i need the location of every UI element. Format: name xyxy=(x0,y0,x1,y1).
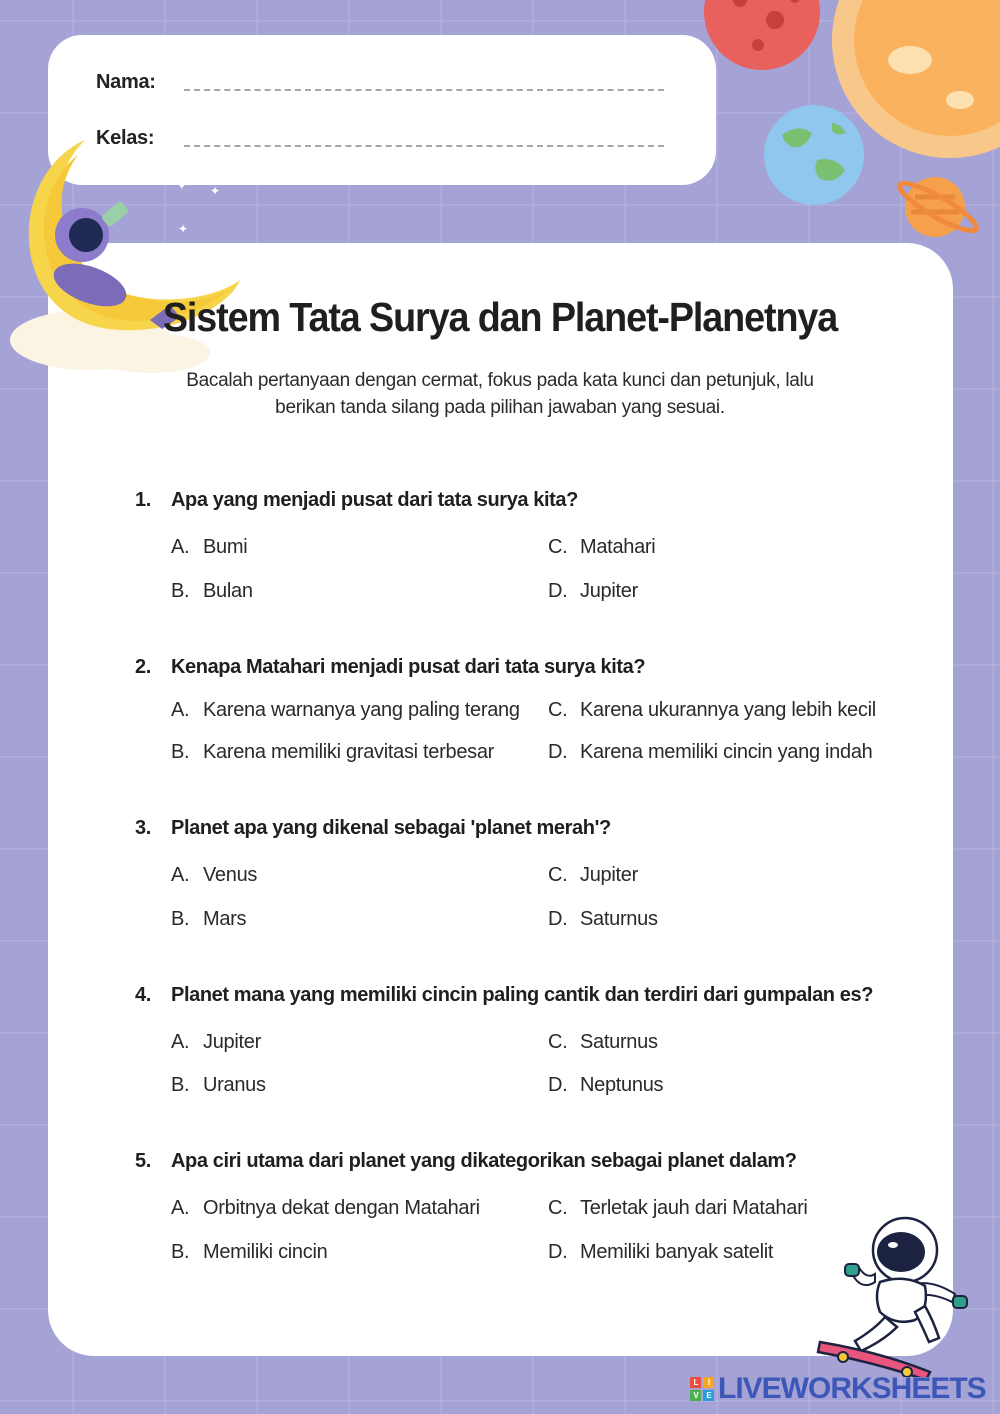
liveworksheets-watermark xyxy=(690,1372,986,1406)
option-1b[interactable]: B. Bulan xyxy=(171,580,253,602)
question-1 xyxy=(135,489,915,512)
option-3b[interactable]: B. Mars xyxy=(171,908,247,930)
option-2a[interactable]: A. Karena warnanya yang paling terang xyxy=(171,699,520,721)
option-2c[interactable]: C. Karena ukurannya yang lebih kecil xyxy=(548,699,876,721)
skateboard-astronaut-icon xyxy=(815,1212,985,1377)
question-5 xyxy=(135,1150,915,1173)
logo-letter: E xyxy=(703,1390,714,1401)
question-text: Planet mana yang memiliki cincin paling cantik dan terdiri dari gumpalan es? xyxy=(171,984,874,1006)
option-5d[interactable]: D. Memiliki banyak satelit xyxy=(548,1241,774,1263)
name-field xyxy=(96,71,664,94)
class-label: Kelas: xyxy=(96,127,155,149)
option-5c[interactable]: C. Terletak jauh dari Matahari xyxy=(548,1197,808,1219)
question-3 xyxy=(135,817,915,840)
moon-astronaut-icon xyxy=(0,135,270,395)
question-text: Planet apa yang dikenal sebagai 'planet merah'? xyxy=(171,817,611,839)
svg-text:✦: ✦ xyxy=(210,184,221,198)
option-2b[interactable]: B. Karena memiliki gravitasi terbesar xyxy=(171,741,495,763)
instruction-line: Bacalah pertanyaan dengan cermat, fokus pada kata kunci dan petunjuk, lalu xyxy=(186,370,814,391)
option-4b[interactable]: B. Uranus xyxy=(171,1074,266,1096)
page-title: Sistem Tata Surya dan Planet-Planetnya xyxy=(162,294,838,340)
option-5b[interactable]: B. Memiliki cincin xyxy=(171,1241,328,1263)
question-4 xyxy=(135,984,915,1007)
instructions xyxy=(150,367,850,421)
question-text: Apa ciri utama dari planet yang dikategorikan sebagai planet dalam? xyxy=(171,1150,797,1172)
option-3a[interactable]: A. Venus xyxy=(171,864,258,886)
option-4a[interactable]: A. Jupiter xyxy=(171,1031,261,1053)
question-text: Kenapa Matahari menjadi pusat dari tata surya kita? xyxy=(171,656,646,678)
option-1a[interactable]: A. Bumi xyxy=(171,536,248,558)
instruction-line: berikan tanda silang pada pilihan jawaban yang sesuai. xyxy=(275,397,725,418)
name-input-line[interactable] xyxy=(184,89,664,91)
option-4d[interactable]: D. Neptunus xyxy=(548,1074,664,1096)
liveworksheets-logo xyxy=(690,1377,714,1401)
question-number: 4. xyxy=(135,984,151,1006)
option-5a[interactable]: A. Orbitnya dekat dengan Matahari xyxy=(171,1197,480,1219)
option-4c[interactable]: C. Saturnus xyxy=(548,1031,658,1053)
earth-icon xyxy=(762,105,867,205)
svg-text:✦: ✦ xyxy=(175,175,189,194)
option-1d[interactable]: D. Jupiter xyxy=(548,580,638,602)
option-3d[interactable]: D. Saturnus xyxy=(548,908,658,930)
question-number: 1. xyxy=(135,489,151,511)
saturn-icon xyxy=(893,162,983,252)
option-2d[interactable]: D. Karena memiliki cincin yang indah xyxy=(548,741,873,763)
question-2 xyxy=(135,656,915,679)
svg-text:✦: ✦ xyxy=(178,222,189,236)
logo-letter: V xyxy=(690,1390,701,1401)
question-number: 5. xyxy=(135,1150,151,1172)
question-number: 2. xyxy=(135,656,151,678)
watermark-text: LIVEWORKSHEETS xyxy=(718,1372,986,1405)
question-number: 3. xyxy=(135,817,151,839)
option-3c[interactable]: C. Jupiter xyxy=(548,864,638,886)
name-label: Nama: xyxy=(96,71,156,93)
logo-letter: L xyxy=(690,1377,701,1388)
red-planet-icon xyxy=(700,0,825,75)
question-text: Apa yang menjadi pusat dari tata surya kita? xyxy=(171,489,578,511)
logo-letter: I xyxy=(703,1377,714,1388)
option-1c[interactable]: C. Matahari xyxy=(548,536,656,558)
